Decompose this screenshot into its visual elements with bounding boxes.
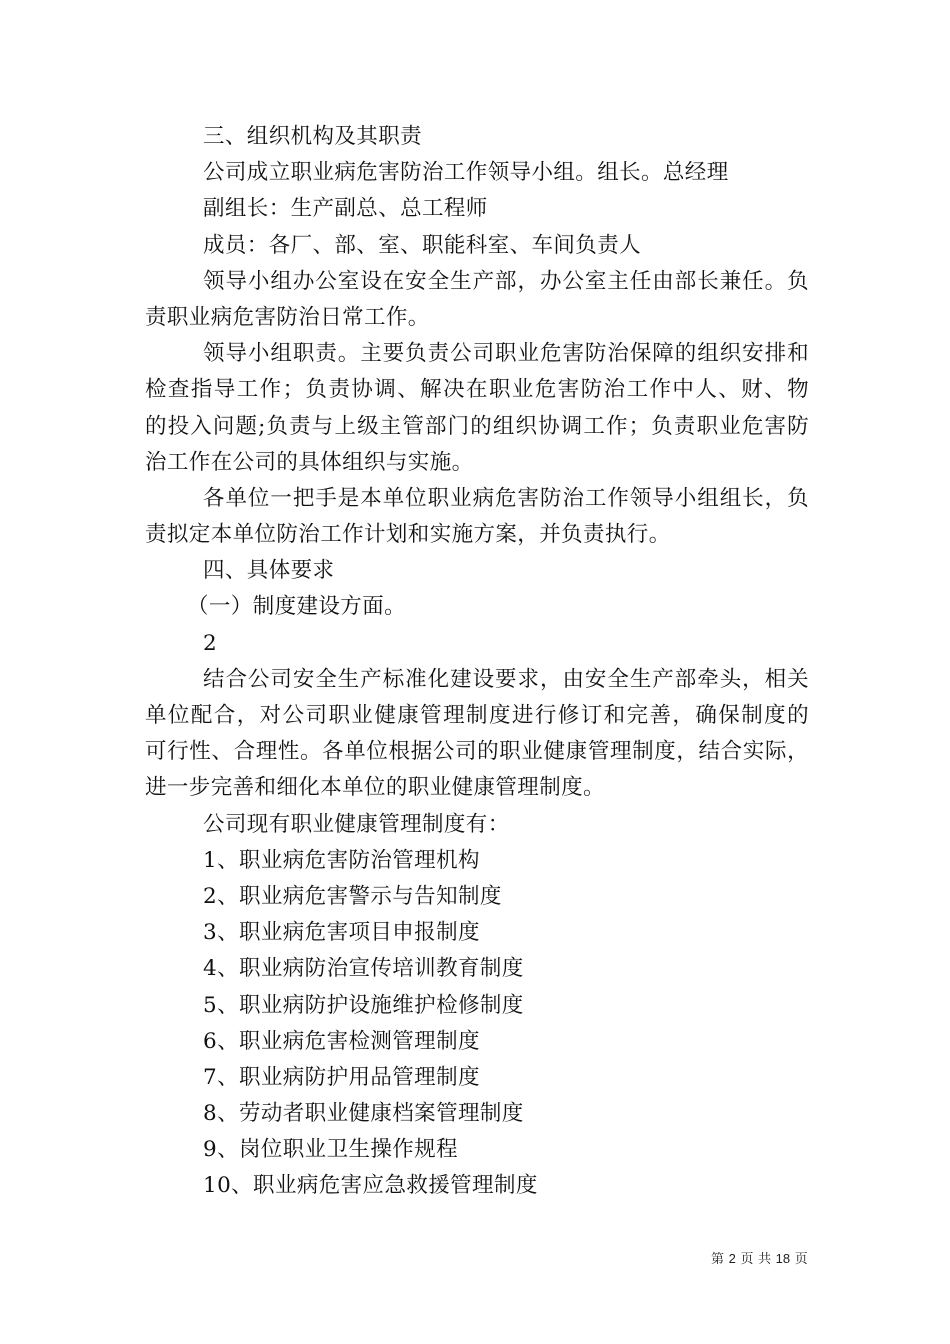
- list-item: 5、职业病防护设施维护检修制度: [203, 992, 524, 1018]
- list-item: 1、职业病危害防治管理机构: [203, 847, 480, 873]
- paragraph-line: 可行性、合理性。各单位根据公司的职业健康管理制度，结合实际，: [145, 739, 809, 765]
- section-heading: 四、具体要求: [203, 558, 335, 584]
- paragraph-line: 副组长：生产副总、总工程师: [203, 196, 488, 222]
- list-item: 9、岗位职业卫生操作规程: [203, 1137, 458, 1163]
- paragraph-line: 公司成立职业病危害防治工作领导小组。组长。总经理: [203, 160, 729, 186]
- paragraph-line: 结合公司安全生产标准化建设要求，由安全生产部牵头，相关: [203, 666, 809, 692]
- stray-number: 2: [203, 630, 218, 656]
- document-body: [145, 119, 809, 1205]
- paragraph-line: 的投入问题;负责与上级主管部门的组织协调工作；负责职业危害防: [145, 413, 809, 439]
- list-item: 3、职业病危害项目申报制度: [203, 920, 480, 946]
- list-item: 10、职业病危害应急救援管理制度: [203, 1173, 538, 1199]
- subsection-heading: （一）制度建设方面。: [187, 594, 407, 620]
- paragraph-line: 单位配合，对公司职业健康管理制度进行修订和完善，确保制度的: [145, 703, 809, 728]
- list-item: 8、劳动者职业健康档案管理制度: [203, 1101, 524, 1127]
- paragraph-line: 检查指导工作；负责协调、解决在职业危害防治工作中人、财、物: [145, 377, 809, 403]
- paragraph-line: 治工作在公司的具体组织与实施。: [145, 449, 474, 475]
- paragraph-line: 成员：各厂、部、室、职能科室、车间负责人: [203, 232, 642, 258]
- paragraph-line: 领导小组办公室设在安全生产部，办公室主任由部长兼任。负: [203, 268, 809, 294]
- paragraph-line: 公司现有职业健康管理制度有：: [203, 811, 510, 837]
- page-footer: 第 2 页 共 18 页: [711, 1251, 808, 1266]
- list-item: 6、职业病危害检测管理制度: [203, 1028, 480, 1054]
- paragraph-line: 责职业病危害防治日常工作。: [145, 304, 430, 330]
- paragraph-line: 各单位一把手是本单位职业病危害防治工作领导小组组长，负: [203, 485, 809, 511]
- paragraph-line: 责拟定本单位防治工作计划和实施方案，并负责执行。: [145, 522, 671, 548]
- section-heading: 三、组织机构及其职责: [203, 124, 423, 149]
- list-item: 2、职业病危害警示与告知制度: [203, 883, 502, 909]
- paragraph-line: 进一步完善和细化本单位的职业健康管理制度。: [145, 775, 605, 801]
- paragraph-line: 领导小组职责。主要负责公司职业危害防治保障的组织安排和: [203, 341, 809, 367]
- list-item: 4、职业病防治宣传培训教育制度: [203, 956, 524, 982]
- list-item: 7、职业病防护用品管理制度: [203, 1064, 480, 1090]
